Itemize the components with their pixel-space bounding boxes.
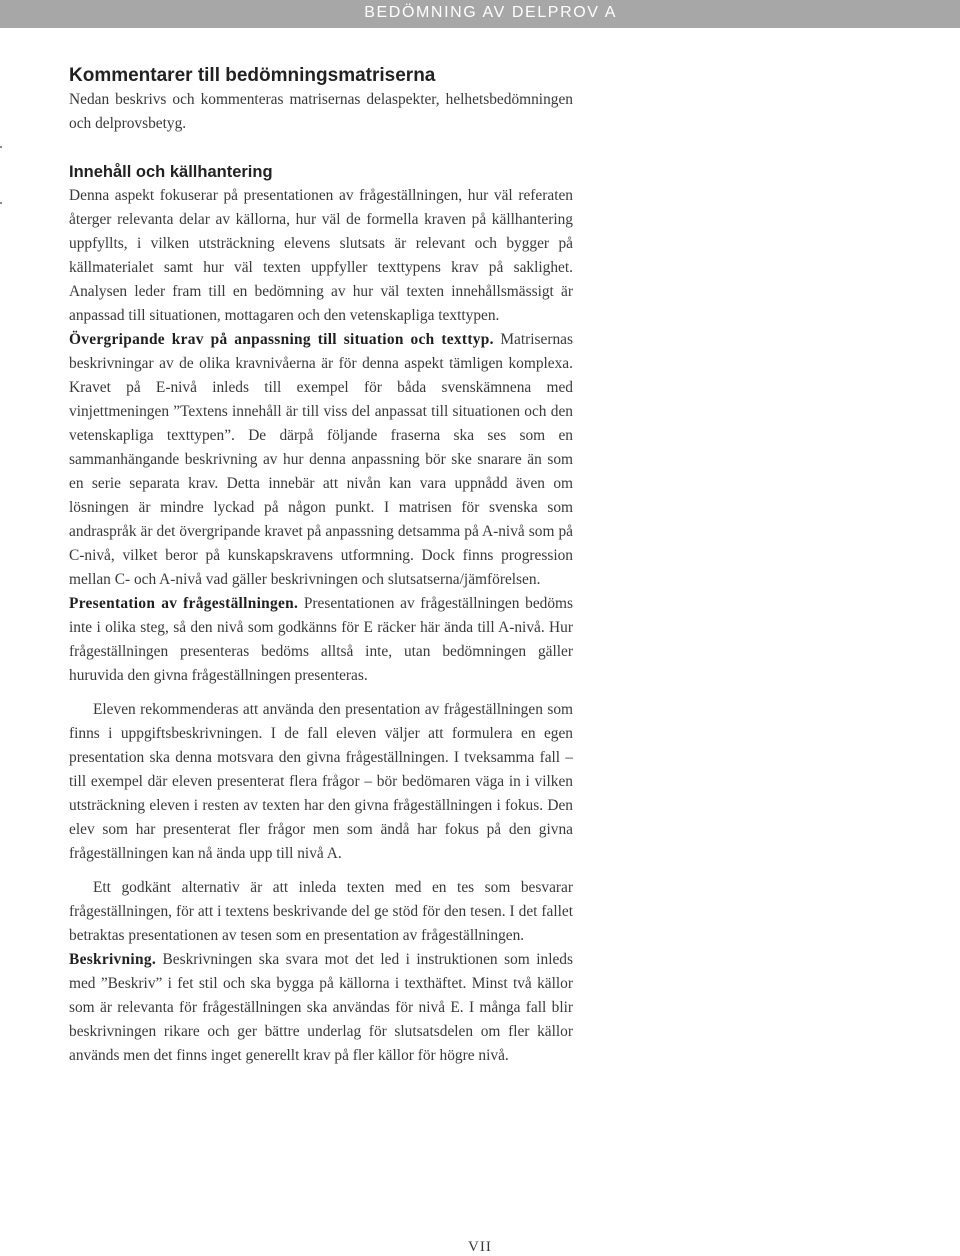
section-anpassning-body: Matrisernas beskrivningar av de olika kravnivåerna är för denna aspekt tämligen komplexa. Kravet på E-nivå inleds till exempel för båda svenskämnena med vinjettmeningen ”Textens innehåll är till viss del anpassat till situationen och den vetenskapliga texttypen”. De därpå följande fraserna ska ses som en sammanhängande beskrivning av hur denna anpassning bör ske snarare än som en serie separata krav. Detta innebär att nivån kan vara uppnådd även om lösningen är mindre lyckad på någon punkt. I matrisen för svenska som andraspråk är det övergripande kravet på anpassning detsamma på A-nivå som på C-nivå, vilket beror på kunskapskravens utformning. Dock finns progression mellan C- och A-nivå vad gäller beskrivningen och slutsatserna/jämförelsen.	[69, 331, 573, 588]
section-beskrivning-body: Beskrivningen ska svara mot det led i instruktionen som inleds med ”Beskriv” i fet stil och ska bygga på källorna i texthäftet. Minst två källor som är relevanta för frågeställningen ska användas för nivå E. I många fall blir beskrivningen rikare och ger bättre underlag för slutsatsdelen om fler källor används men det finns inget generellt krav på fler källor för högre nivå.	[69, 951, 573, 1064]
margin-mark	[0, 146, 2, 148]
section-presentation-para3: Ett godkänt alternativ är att inleda texten med en tes som besvarar frågeställningen, för att i textens beskrivande del ge stöd för den tesen. I det fallet betraktas presentationen av tesen som en presentation av frågeställningen.	[69, 879, 573, 944]
section-presentation-lead: Presentation av frågeställningen.	[69, 595, 299, 612]
section-innehall-body: Denna aspekt fokuserar på presentationen av frågeställningen, hur väl referaten återger relevanta delar av källorna, hur väl de formella kraven på källhantering uppfyllts, i vilken utsträckning elevens slutsats är relevant och bygger på källmaterialet samt hur väl texten uppfyller texttypens krav på saklighet. Analysen leder fram till en bedömning av hur väl texten innehållsmässigt är anpassad till situationen, mottagaren och den vetenskapliga texttypen.	[69, 187, 573, 324]
section-presentation-paragraph	[69, 592, 573, 688]
section-anpassning-lead: Övergripande krav på anpassning till situation och texttyp.	[69, 331, 494, 348]
page-number: VII	[468, 1239, 492, 1255]
running-header-title: BEDÖMNING AV DELPROV A	[364, 4, 617, 21]
section-heading-innehall: Innehåll och källhantering	[69, 163, 273, 181]
section-anpassning-paragraph	[69, 328, 573, 592]
section-presentation-body: Presentationen av frågeställningen bedöms inte i olika steg, så den nivå som godkänns för E räcker här ända till A-nivå. Hur frågeställningen presenteras bedöms alltså inte, utan bedömningen gäller huruvida den givna frågeställningen presenteras.	[69, 595, 573, 684]
page-content	[69, 64, 573, 1068]
section-beskrivning-paragraph	[69, 948, 573, 1068]
header-bar	[0, 0, 960, 28]
margin-mark	[0, 202, 2, 204]
section-presentation-para2: Eleven rekommenderas att använda den presentation av frågeställningen som finns i uppgiftsbeskrivningen. I de fall eleven väljer att formulera en egen presentation ska denna motsvara den givna frågeställningen. I tveksamma fall – till exempel där eleven presenterat flera frågor – bör bedömaren väga in i vilken utsträckning eleven i resten av texten har den givna frågeställningen i fokus. Den elev som har presenterat fler frågor men som ändå har fokus på den givna frågeställningen kan nå ända upp till nivå A.	[69, 701, 573, 862]
section-beskrivning-lead: Beskrivning.	[69, 951, 156, 968]
intro-paragraph: Nedan beskrivs och kommenteras matrisernas delaspekter, helhetsbedömningen och delprovsbetyg.	[69, 91, 573, 132]
page-title: Kommentarer till bedömningsmatriserna	[69, 65, 436, 86]
